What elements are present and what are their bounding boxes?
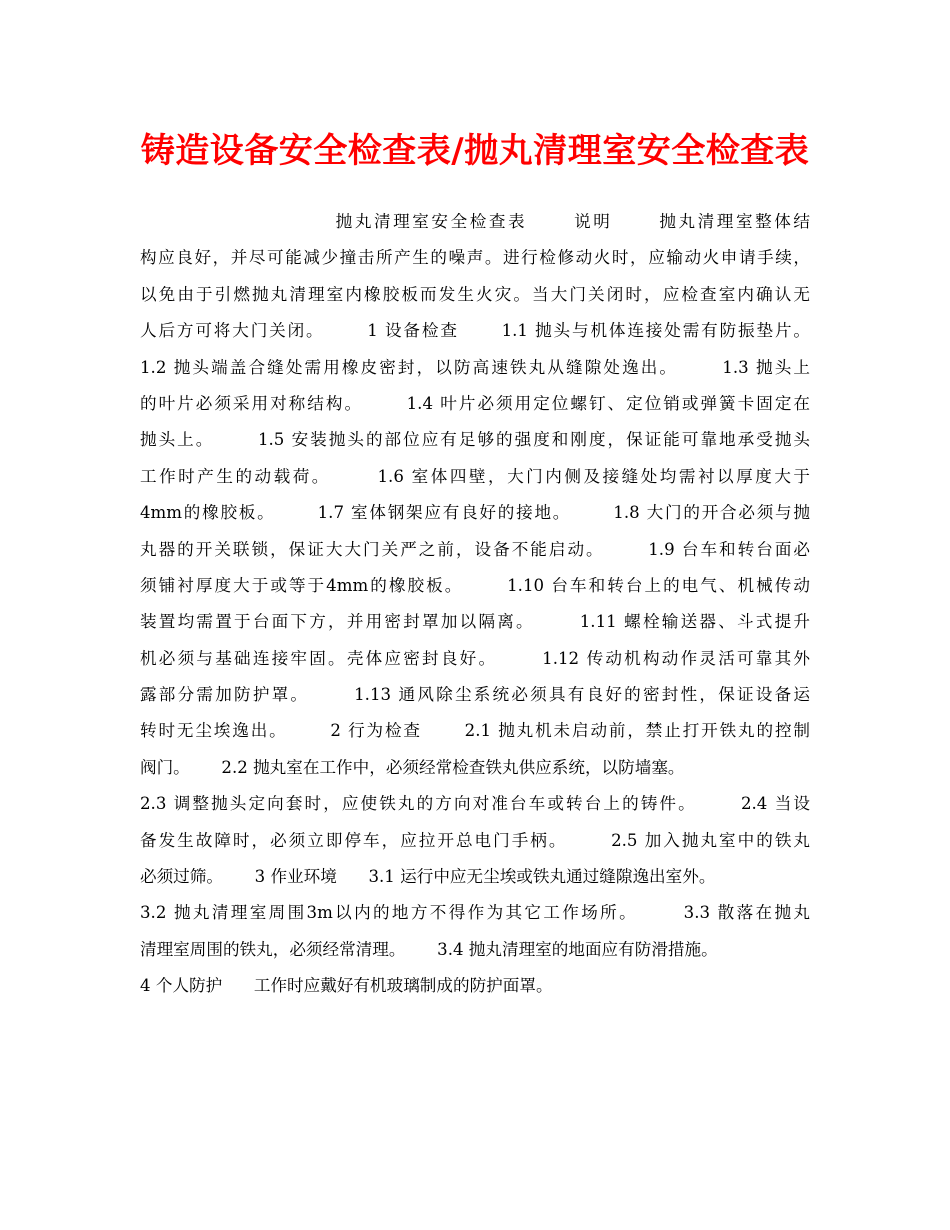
body-line: 2.3 调整抛头定向套时，应使铁丸的方向对准台车或转台上的铸件。 2.4 当设 <box>140 794 810 814</box>
body-line: 机必须与基础连接牢固。壳体应密封良好。 1.12 传动机构动作灵活可靠其外 <box>140 648 810 668</box>
body-line: 人后方可将大门关闭。 1 设备检查 1.1 抛头与机体连接处需有防振垫片。 <box>140 321 810 341</box>
body-line: 4 个人防护 工作时应戴好有机玻璃制成的防护面罩。 <box>140 976 553 996</box>
body-line: 以免由于引燃抛丸清理室内橡胶板而发生火灾。当大门关闭时，应检查室内确认无 <box>140 284 810 304</box>
body-line: 须铺衬厚度大于或等于4mm的橡胶板。 1.10 台车和转台上的电气、机械传动 <box>140 575 810 595</box>
body-line: 备发生故障时，必须立即停车，应拉开总电门手柄。 2.5 加入抛丸室中的铁丸 <box>140 830 810 850</box>
body-line: 3.2 抛丸清理室周围3m以内的地方不得作为其它工作场所。 3.3 散落在抛丸 <box>140 903 810 923</box>
body-line: 工作时产生的动载荷。 1.6 室体四壁，大门内侧及接缝处均需衬以厚度大于 <box>140 466 810 486</box>
body-line: 阀门。 2.2 抛丸室在工作中，必须经常检查铁丸供应系统，以防墙塞。 <box>140 757 685 777</box>
document-body <box>140 204 810 1005</box>
body-line: 的叶片必须采用对称结构。 1.4 叶片必须用定位螺钉、定位销或弹簧卡固定在 <box>140 393 810 413</box>
document-title: 铸造设备安全检查表/抛丸清理室安全检查表 <box>140 131 810 171</box>
body-line: 抛丸清理室安全检查表 说明 抛丸清理室整体结 <box>140 212 810 231</box>
body-line: 转时无尘埃逸出。 2 行为检查 2.1 抛丸机未启动前，禁止打开铁丸的控制 <box>140 721 810 741</box>
body-line: 露部分需加防护罩。 1.13 通风除尘系统必须具有良好的密封性，保证设备运 <box>140 685 810 705</box>
body-line: 抛头上。 1.5 安装抛头的部位应有足够的强度和刚度，保证能可靠地承受抛头 <box>140 430 810 450</box>
body-line: 必须过筛。 3 作业环境 3.1 运行中应无尘埃或铁丸通过缝隙逸出室外。 <box>140 867 716 887</box>
body-line: 构应良好，并尽可能减少撞击所产生的噪声。进行检修动火时，应输动火申请手续， <box>140 248 810 268</box>
body-line: 丸器的开关联锁，保证大大门关严之前，设备不能启动。 1.9 台车和转台面必 <box>140 539 810 559</box>
body-line: 装置均需置于台面下方，并用密封罩加以隔离。 1.11 螺栓输送器、斗式提升 <box>140 612 810 632</box>
body-line: 4mm的橡胶板。 1.7 室体钢架应有良好的接地。 1.8 大门的开合必须与抛 <box>140 503 810 523</box>
body-line: 清理室周围的铁丸，必须经常清理。 3.4 抛丸清理室的地面应有防滑措施。 <box>140 939 718 959</box>
body-line: 1.2 抛头端盖合缝处需用橡皮密封，以防高速铁丸从缝隙处逸出。 1.3 抛头上 <box>140 357 810 377</box>
